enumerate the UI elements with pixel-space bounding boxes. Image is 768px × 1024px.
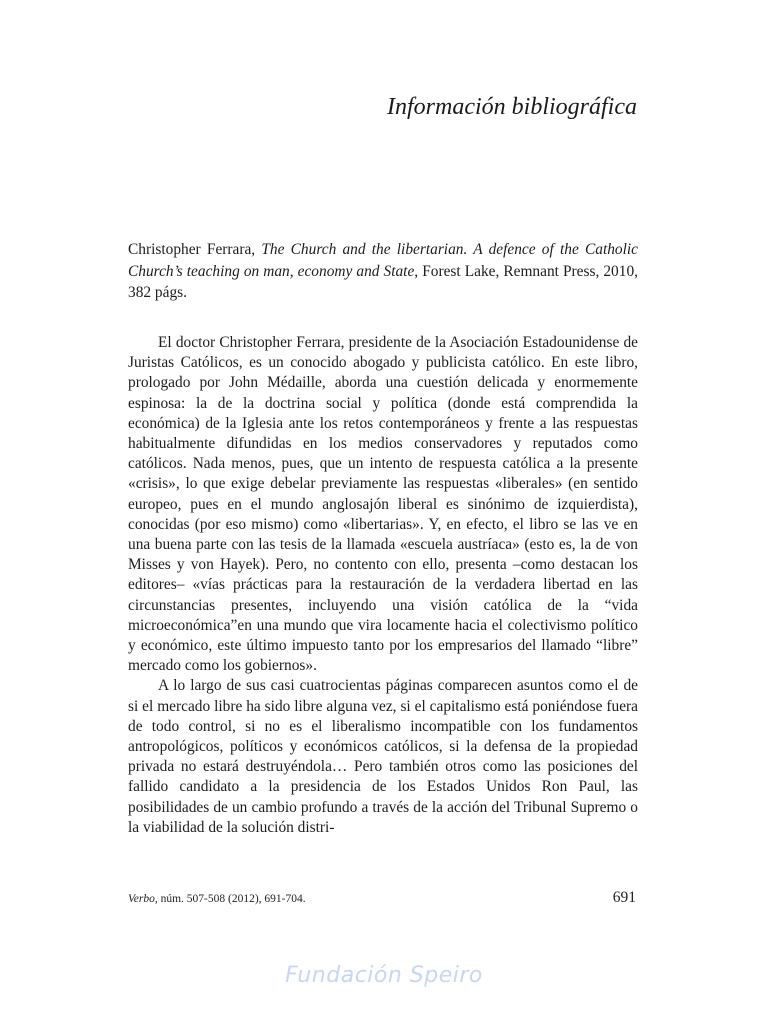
review-body	[128, 333, 638, 838]
journal-issue: , núm. 507-508 (2012), 691-704.	[154, 893, 306, 905]
journal-reference	[128, 893, 306, 905]
watermark: Fundación Speiro	[285, 963, 483, 988]
citation-title: The Church and the libertarian. A defence of the Catholic Church’s teaching on man, economy and State	[128, 241, 638, 280]
section-title: Información bibliográfica	[387, 94, 637, 120]
journal-name: Verbo	[128, 893, 155, 905]
paragraph: A lo largo de sus casi cuatrocientas páginas comparecen asuntos como el de si el mercado libre ha sido libre alguna vez, si el capitalismo está poniéndose fuera de todo control, si no es el liberalismo incompatible con los fundamentos antropológicos, políticos y económicos católicos, si la defensa de la propiedad privada no estará destruyéndola… Pero también otros como las posiciones del fallido candidato a la presidencia de los Estados Unidos Ron Paul, las posibilidades de un cambio profundo a través de la acción del Tribunal Supremo o la viabilidad de la solución distri-	[128, 677, 638, 836]
citation-publication: , Forest Lake, Remnant Press, 2010, 382 págs.	[128, 262, 638, 301]
citation-author: Christopher Ferrara,	[128, 241, 262, 258]
paragraph: El doctor Christopher Ferrara, presidente de la Asociación Estadounidense de Juristas Católicos, es un conocido abogado y publicista católico. En este libro, prologado por John Médaille, aborda una cuestión delicada y enormemente espinosa: la de la doctrina social y política (donde está comprendida la económica) de la Iglesia ante los retos contemporáneos y frente a las respuestas habitualmente difundidas en los medios conservadores y reputados como católicos. Nada menos, pues, que un intento de respuesta católica a la presente «crisis», lo que exige debelar previamente las respuestas «liberales» (en sentido europeo, pues en el mundo anglosajón liberal es sinónimo de izquierdista), conocidas (por eso mismo) como «libertarias». Y, en efecto, el libro se las ve en una buena parte con las tesis de la llamada «escuela austríaca» (esto es, la de von Misses y von Hayek). Pero, no contento con ello, presenta –como destacan los editores– «vías prácticas para la restauración de la verdadera libertad en las circunstancias presentes, incluyendo una visión católica de la “vida microeconómica”en una mundo que vira locamente hacia el colectivismo político y económico, este último impuesto tanto por los empresarios del llamado “libre” mercado como los gobiernos».	[128, 334, 638, 675]
page-number: 691	[612, 889, 636, 906]
book-citation	[128, 239, 638, 304]
